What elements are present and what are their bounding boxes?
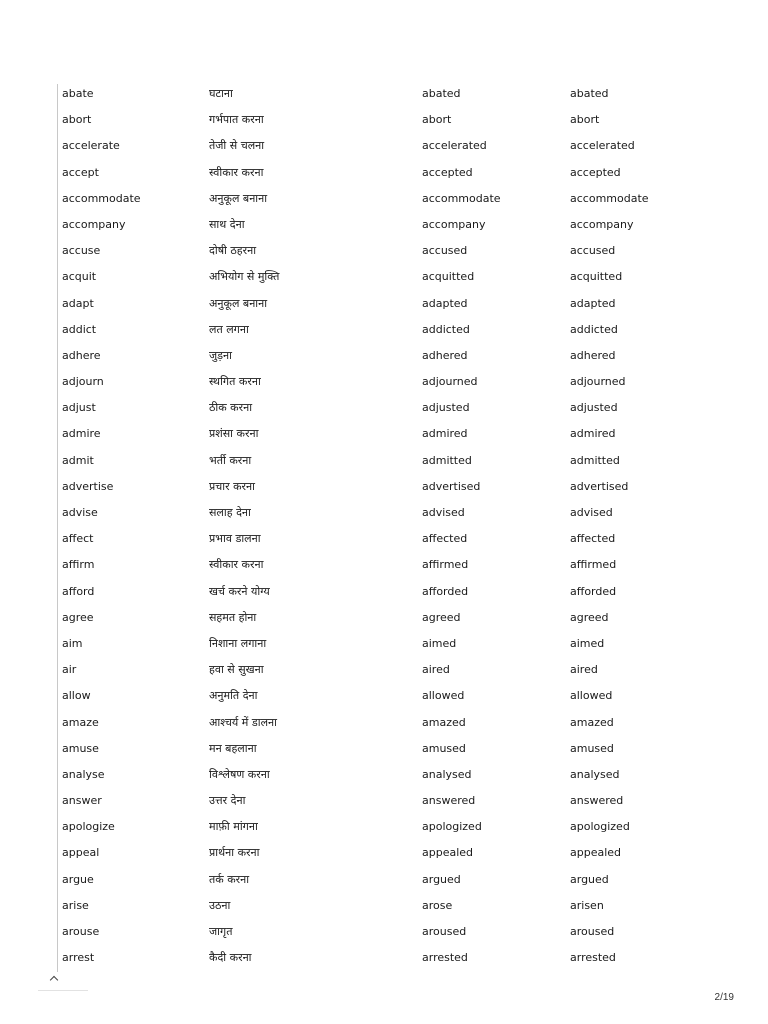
base-form: adapt [62, 296, 94, 310]
past-participle: abort [570, 113, 600, 127]
base-form: abort [62, 113, 92, 127]
hindi-meaning: विश्लेषण करना [209, 767, 270, 781]
base-form: appeal [62, 846, 100, 860]
table-row [62, 686, 722, 712]
past-tense: accelerated [422, 139, 487, 153]
past-participle: affirmed [570, 558, 617, 572]
past-participle: advertised [570, 479, 629, 493]
table-row [62, 294, 722, 320]
past-participle: advised [570, 506, 613, 519]
table-row [62, 110, 722, 136]
past-tense: agreed [422, 610, 461, 624]
hindi-meaning: अनुकूल बनाना [209, 296, 268, 310]
past-tense: acquitted [422, 270, 475, 284]
table-row [62, 267, 722, 293]
base-form: admit [62, 453, 94, 467]
hindi-meaning: प्रशंसा करना [209, 427, 259, 441]
past-participle: adhered [570, 348, 616, 362]
table-row [62, 136, 722, 162]
past-participle: aired [570, 663, 598, 677]
past-tense: admired [422, 427, 468, 441]
base-form: advise [62, 506, 98, 519]
table-row [62, 817, 722, 843]
past-participle: allowed [570, 689, 613, 703]
table-row [62, 451, 722, 477]
past-tense: abated [422, 87, 461, 100]
hindi-meaning: सहमत होना [209, 610, 257, 624]
hindi-meaning: दोषी ठहरना [209, 244, 257, 258]
table-row [62, 713, 722, 739]
table-row [62, 372, 722, 398]
past-participle: argued [570, 872, 609, 886]
past-participle: analysed [570, 767, 620, 781]
hindi-meaning: लत लगना [209, 322, 249, 336]
scroll-up-button[interactable] [38, 968, 88, 991]
past-participle: admired [570, 427, 616, 441]
base-form: arrest [62, 951, 95, 965]
hindi-meaning: आश्चर्य में डालना [209, 715, 277, 729]
hindi-meaning: प्रार्थना करना [209, 846, 260, 860]
past-participle: accused [570, 244, 616, 258]
hindi-meaning: भर्ती करना [209, 453, 252, 467]
past-tense: afforded [422, 584, 469, 598]
table-row [62, 424, 722, 450]
table-row [62, 739, 722, 765]
past-tense: apologized [422, 820, 482, 834]
hindi-meaning: उठना [209, 898, 231, 912]
hindi-meaning: कैदी करना [209, 951, 252, 965]
past-participle: accommodate [570, 191, 649, 205]
table-row [62, 870, 722, 896]
past-participle: adjusted [570, 401, 618, 415]
past-tense: admitted [422, 453, 472, 467]
table-row [62, 948, 722, 974]
left-margin-rule [57, 84, 58, 972]
table-row [62, 503, 722, 529]
past-tense: accused [422, 244, 468, 258]
past-tense: analysed [422, 767, 472, 781]
hindi-meaning: स्वीकार करना [209, 165, 264, 179]
base-form: amaze [62, 715, 99, 729]
hindi-meaning: खर्च करने योग्य [209, 584, 270, 598]
past-tense: arrested [422, 951, 468, 965]
base-form: answer [62, 794, 102, 808]
base-form: affirm [62, 558, 95, 572]
base-form: accelerate [62, 139, 120, 153]
base-form: accompany [62, 217, 126, 231]
table-row [62, 896, 722, 922]
base-form: advertise [62, 479, 114, 493]
base-form: accuse [62, 244, 101, 258]
past-participle: aimed [570, 636, 605, 650]
base-form: acquit [62, 270, 97, 284]
table-row [62, 84, 722, 110]
past-participle: accepted [570, 165, 621, 179]
past-participle: aroused [570, 925, 615, 938]
past-participle: affected [570, 532, 616, 546]
table-row [62, 922, 722, 948]
table-row [62, 477, 722, 503]
base-form: adjust [62, 401, 96, 415]
base-form: amuse [62, 741, 99, 755]
table-row [62, 163, 722, 189]
past-tense: accommodate [422, 191, 501, 205]
base-form: abate [62, 87, 94, 100]
past-tense: adjourned [422, 375, 478, 389]
past-tense: addicted [422, 322, 470, 336]
base-form: admire [62, 427, 101, 441]
table-row [62, 843, 722, 869]
hindi-meaning: स्थगित करना [209, 375, 261, 389]
verb-table [62, 84, 722, 974]
hindi-meaning: ठीक करना [209, 401, 253, 415]
table-row [62, 791, 722, 817]
hindi-meaning: तेजी से चलना [209, 139, 265, 153]
past-tense: affirmed [422, 558, 469, 572]
past-participle: abated [570, 87, 609, 100]
past-tense: abort [422, 113, 452, 127]
past-participle: apologized [570, 820, 630, 834]
base-form: accept [62, 165, 99, 179]
past-tense: aired [422, 663, 450, 677]
table-row [62, 241, 722, 267]
past-tense: accepted [422, 165, 473, 179]
past-participle: amused [570, 741, 614, 755]
table-row [62, 346, 722, 372]
past-tense: adhered [422, 348, 468, 362]
past-participle: adjourned [570, 375, 626, 389]
past-tense: arose [422, 898, 453, 912]
hindi-meaning: मन बहलाना [209, 741, 257, 755]
past-participle: appealed [570, 846, 622, 860]
past-tense: allowed [422, 689, 465, 703]
past-participle: acquitted [570, 270, 623, 284]
base-form: agree [62, 610, 94, 624]
table-row [62, 529, 722, 555]
base-form: apologize [62, 820, 115, 834]
hindi-meaning: जागृत [209, 925, 233, 938]
hindi-meaning: साथ देना [209, 217, 245, 231]
table-row [62, 398, 722, 424]
hindi-meaning: अनुमति देना [209, 689, 258, 703]
past-tense: aroused [422, 925, 467, 938]
past-tense: amused [422, 741, 466, 755]
past-participle: agreed [570, 610, 609, 624]
hindi-meaning: घटाना [209, 87, 233, 100]
chevron-up-icon [50, 976, 58, 984]
past-participle: amazed [570, 715, 614, 729]
base-form: analyse [62, 767, 105, 781]
base-form: affect [62, 532, 94, 546]
page-indicator: 2/19 [714, 992, 734, 1003]
hindi-meaning: जुड़ना [209, 348, 233, 362]
table-row [62, 320, 722, 346]
table-row [62, 215, 722, 241]
table-row [62, 189, 722, 215]
past-participle: accompany [570, 217, 634, 231]
base-form: air [62, 663, 77, 677]
table-row [62, 660, 722, 686]
past-tense: argued [422, 872, 461, 886]
hindi-meaning: स्वीकार करना [209, 558, 264, 572]
past-tense: adapted [422, 296, 468, 310]
past-tense: advertised [422, 479, 481, 493]
base-form: afford [62, 584, 95, 598]
base-form: argue [62, 872, 94, 886]
hindi-meaning: अभियोग से मुक्ति [209, 270, 280, 284]
hindi-meaning: हवा से सुखना [209, 663, 264, 677]
hindi-meaning: गर्भपात करना [209, 113, 264, 127]
base-form: adhere [62, 348, 101, 362]
base-form: allow [62, 689, 91, 703]
table-row [62, 555, 722, 581]
past-participle: answered [570, 794, 624, 808]
table-row [62, 582, 722, 608]
table-row [62, 634, 722, 660]
base-form: adjourn [62, 375, 104, 389]
past-tense: accompany [422, 217, 486, 231]
hindi-meaning: माफ़ी मांगना [209, 820, 258, 834]
base-form: arouse [62, 925, 100, 938]
hindi-meaning: प्रभाव डालना [209, 532, 261, 546]
past-participle: arrested [570, 951, 616, 965]
past-participle: addicted [570, 322, 618, 336]
base-form: arise [62, 898, 89, 912]
past-participle: admitted [570, 453, 620, 467]
table-row [62, 608, 722, 634]
past-tense: affected [422, 532, 468, 546]
hindi-meaning: निशाना लगाना [209, 636, 267, 650]
past-tense: amazed [422, 715, 466, 729]
base-form: accommodate [62, 191, 141, 205]
table-row [62, 765, 722, 791]
past-tense: aimed [422, 636, 457, 650]
past-participle: adapted [570, 296, 616, 310]
past-participle: accelerated [570, 139, 635, 153]
past-tense: advised [422, 506, 465, 519]
past-tense: answered [422, 794, 476, 808]
base-form: aim [62, 636, 83, 650]
past-tense: appealed [422, 846, 474, 860]
hindi-meaning: अनुकूल बनाना [209, 191, 268, 205]
past-participle: arisen [570, 898, 604, 912]
hindi-meaning: उत्तर देना [209, 794, 246, 808]
hindi-meaning: प्रचार करना [209, 479, 255, 493]
hindi-meaning: सलाह देना [209, 506, 251, 519]
base-form: addict [62, 322, 97, 336]
past-participle: afforded [570, 584, 617, 598]
hindi-meaning: तर्क करना [209, 872, 250, 886]
past-tense: adjusted [422, 401, 470, 415]
